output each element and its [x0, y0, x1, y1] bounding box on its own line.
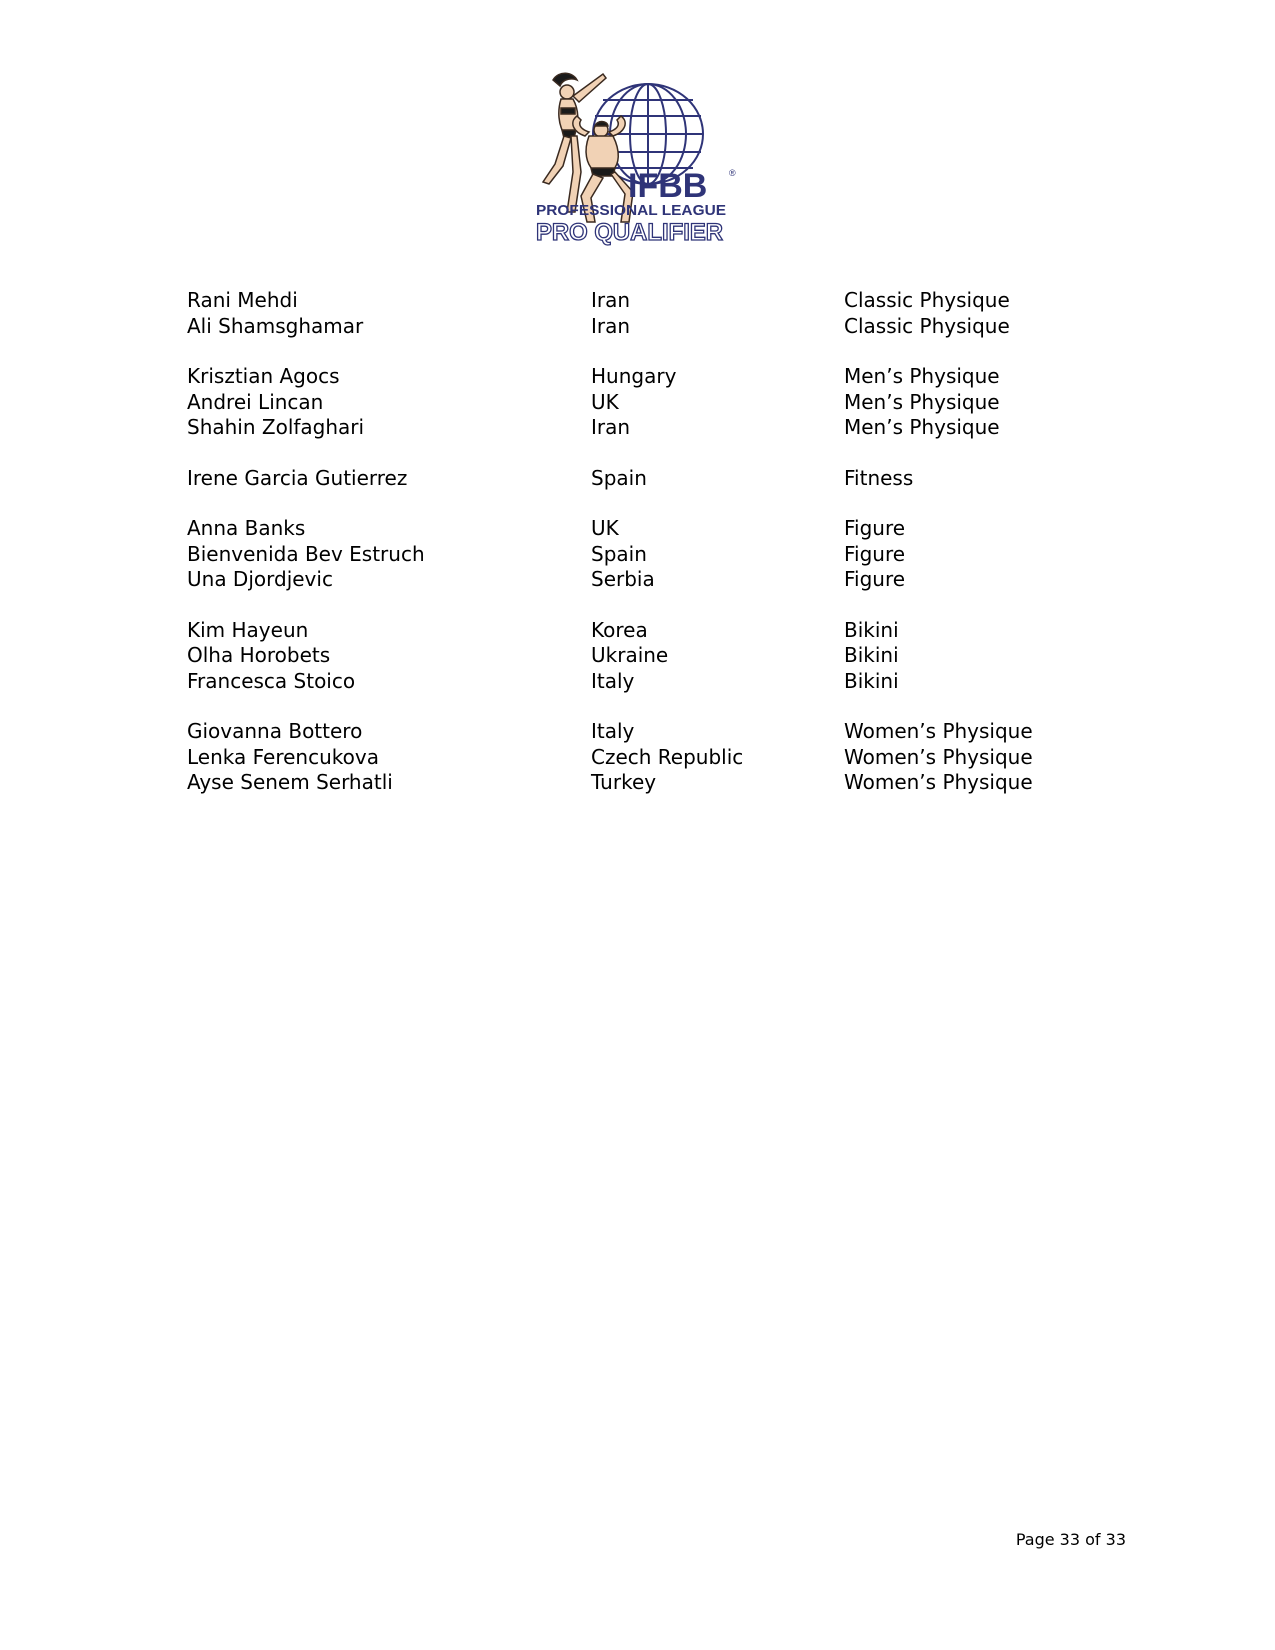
athlete-country: Spain	[591, 465, 647, 490]
athlete-name: Francesca Stoico	[187, 668, 356, 693]
athlete-name: Shahin Zolfaghari	[187, 415, 365, 439]
athlete-category: Figure	[844, 567, 906, 591]
roster-row	[187, 567, 1087, 593]
athlete-name: Anna Banks	[187, 516, 306, 540]
roster-row	[187, 390, 1087, 416]
athlete-category: Bikini	[844, 617, 899, 642]
athlete-country: Turkey	[591, 770, 657, 794]
athlete-name: Kim Hayeun	[187, 617, 309, 642]
athlete-category: Figure	[844, 516, 906, 540]
athletes-icon	[543, 73, 633, 222]
athlete-country: Hungary	[591, 364, 677, 388]
athlete-name: Krisztian Agocs	[187, 364, 340, 388]
athlete-category: Fitness	[844, 465, 914, 490]
roster-row	[187, 669, 1087, 695]
roster-row	[187, 745, 1087, 771]
athlete-country: Spain	[591, 541, 647, 566]
athlete-name: Ali Shamsghamar	[187, 313, 364, 338]
athlete-category: Bikini	[844, 643, 899, 667]
athlete-country: Korea	[591, 617, 648, 642]
athlete-country: Iran	[591, 288, 631, 312]
registered-mark: ®	[729, 168, 736, 178]
roster-row	[187, 288, 1087, 314]
athlete-category: Women’s Physique	[844, 770, 1033, 794]
roster-row	[187, 643, 1087, 669]
athlete-country: UK	[591, 389, 619, 414]
athlete-country: Iran	[591, 415, 631, 439]
roster-row	[187, 542, 1087, 568]
athlete-country: Czech Republic	[591, 744, 744, 769]
roster-row	[187, 415, 1087, 441]
athlete-category: Classic Physique	[844, 288, 1010, 312]
roster-group	[187, 288, 1087, 339]
athlete-category: Classic Physique	[844, 313, 1010, 338]
logo-pro-qualifier-text: PRO QUALIFIER	[536, 219, 723, 246]
athlete-name: Ayse Senem Serhatli	[187, 770, 393, 794]
athlete-name: Lenka Ferencukova	[187, 744, 379, 769]
roster-row	[187, 364, 1087, 390]
roster-group	[187, 719, 1087, 796]
athlete-country: Serbia	[591, 567, 655, 591]
roster-group	[187, 516, 1087, 593]
athlete-country: Italy	[591, 668, 635, 693]
athlete-category: Men’s Physique	[844, 389, 1000, 414]
athlete-category: Men’s Physique	[844, 415, 1000, 439]
athlete-category: Bikini	[844, 668, 899, 693]
athlete-name: Andrei Lincan	[187, 389, 324, 414]
roster-row	[187, 314, 1087, 340]
athlete-name: Giovanna Bottero	[187, 719, 363, 743]
ifbb-pro-qualifier-logo	[533, 72, 743, 252]
athlete-name: Olha Horobets	[187, 643, 331, 667]
athlete-country: Ukraine	[591, 643, 669, 667]
athlete-country: UK	[591, 516, 619, 540]
athlete-name: Irene Garcia Gutierrez	[187, 465, 408, 490]
athlete-category: Figure	[844, 541, 906, 566]
athlete-country: Italy	[591, 719, 635, 743]
athlete-name: Bienvenida Bev Estruch	[187, 541, 425, 566]
logo-professional-league-text: PROFESSIONAL LEAGUE	[536, 202, 726, 219]
athlete-category: Men’s Physique	[844, 364, 1000, 388]
athlete-name: Una Djordjevic	[187, 567, 333, 591]
athlete-country: Iran	[591, 313, 631, 338]
roster-row	[187, 770, 1087, 796]
logo-ifbb-text: IFBB	[628, 167, 708, 205]
roster-group	[187, 618, 1087, 695]
qualifier-roster	[187, 288, 1087, 821]
page-number: Page 33 of 33	[1015, 1530, 1126, 1549]
roster-row	[187, 719, 1087, 745]
athlete-category: Women’s Physique	[844, 719, 1033, 743]
roster-row	[187, 516, 1087, 542]
athlete-category: Women’s Physique	[844, 744, 1033, 769]
roster-group	[187, 364, 1087, 441]
athlete-name: Rani Mehdi	[187, 288, 298, 312]
roster-group	[187, 466, 1087, 492]
roster-row	[187, 466, 1087, 492]
roster-row	[187, 618, 1087, 644]
logo-graphic	[533, 72, 743, 252]
